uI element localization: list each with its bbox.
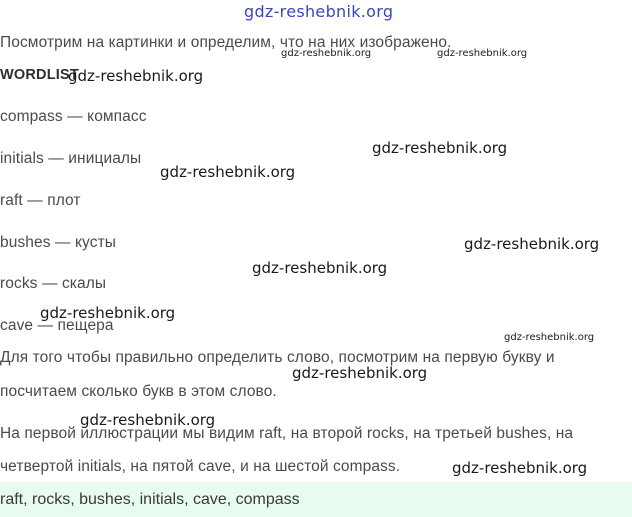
watermark: gdz-reshebnik.org <box>372 139 508 157</box>
word-item: raft — плот <box>0 192 81 209</box>
watermark: gdz-reshebnik.org <box>504 332 595 343</box>
watermark: gdz-reshebnik.org <box>292 364 428 382</box>
watermark: gdz-reshebnik.org <box>464 235 600 253</box>
watermark: gdz-reshebnik.org <box>452 459 588 477</box>
illustration-line: На первой иллюстрации мы видим raft, на второй rocks, на третьей bushes, на <box>0 425 574 442</box>
watermark: gdz-reshebnik.org <box>68 67 204 85</box>
watermark: gdz-reshebnik.org <box>80 411 216 429</box>
watermark: gdz-reshebnik.org <box>40 304 176 322</box>
watermark: gdz-reshebnik.org <box>252 259 388 277</box>
word-item: compass — компасс <box>0 108 147 125</box>
explanation-line: посчитаем сколько букв в этом слово. <box>0 383 277 400</box>
watermark: gdz-reshebnik.org <box>160 163 296 181</box>
illustration-line: четвертой initials, на пятой cave, и на шестой compass. <box>0 458 401 475</box>
answer-text: raft, rocks, bushes, initials, cave, compass <box>0 491 300 508</box>
watermark: gdz-reshebnik.org <box>437 48 528 59</box>
header-watermark[interactable]: gdz-reshebnik.org <box>244 2 394 21</box>
word-item: bushes — кусты <box>0 234 117 251</box>
wordlist-heading: WORDLIST <box>0 67 79 83</box>
word-item: cave — пещера <box>0 317 114 334</box>
explanation-line: Для того чтобы правильно определить слово, посмотрим на первую букву и <box>0 349 555 366</box>
word-item: rocks — скалы <box>0 275 107 292</box>
word-item: initials — инициалы <box>0 150 142 167</box>
watermark: gdz-reshebnik.org <box>281 48 372 59</box>
intro-text: Посмотрим на картинки и определим, что на них изображено. <box>0 34 452 51</box>
